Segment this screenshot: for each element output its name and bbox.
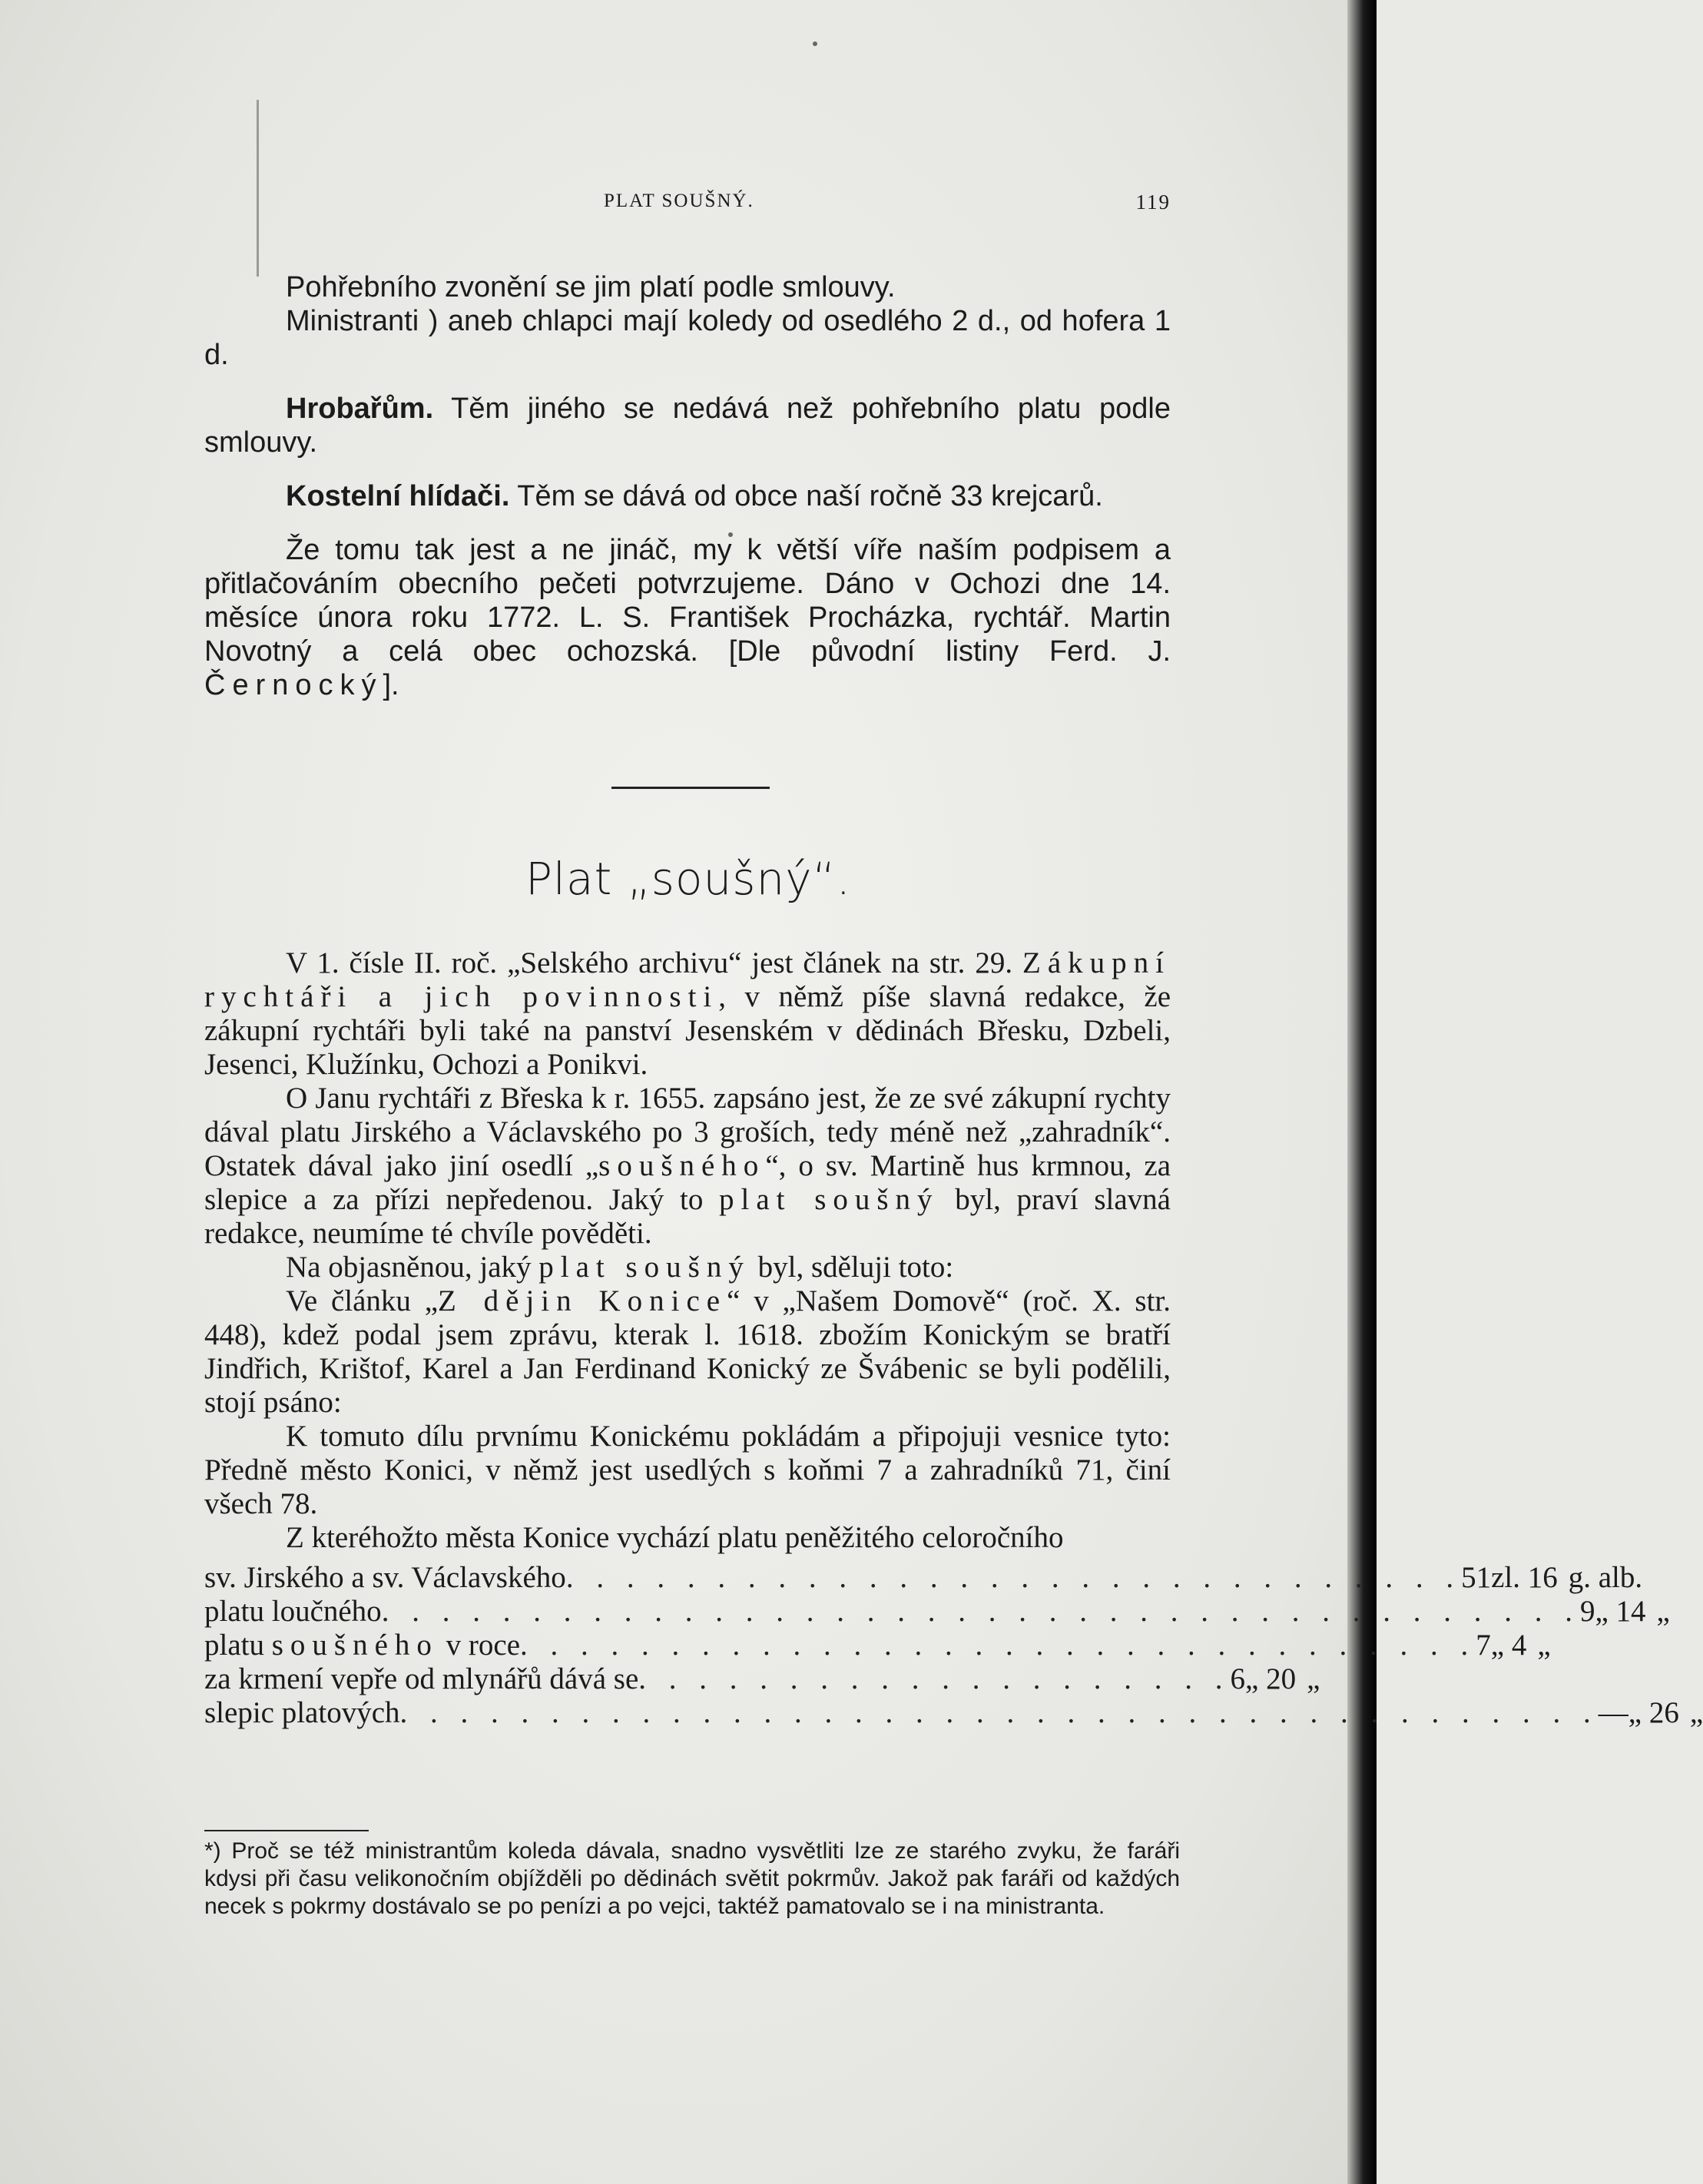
ledger-row: platu loučného . . . . . . . . . . . . . . . . . . . . . . . . . . . . . . . . . . . . . . . . 9 „ 14 „ [204, 1595, 1670, 1628]
page-edge-shadow [1347, 0, 1377, 2184]
footnote-rule [204, 1830, 369, 1831]
paragraph: Pohřebního zvonění se jim platí podle smlouvy. [286, 271, 896, 303]
leader-dots: . . . . . . . . . . . . . . . . . . . . . . . . . . . . . . . . . . . . . . . . [399, 1696, 1599, 1729]
paragraph: Hrobařům. Těm jiného se nedává než pohřebního platu podle smlouvy. [204, 393, 1171, 459]
body-text-top [204, 270, 1171, 702]
payment-ledger [204, 1561, 1703, 1730]
ledger-row: sv. Jirského a sv. Václavského . . . . . . . . . . . . . . . . . . . . . . . . . . . . . . 51 zl. 16 g. alb. [204, 1561, 1643, 1594]
section-divider [611, 787, 770, 789]
running-title: PLAT SOUŠNÝ. [604, 191, 754, 211]
paragraph: K tomuto dílu prvnímu Konickému pokládám a připojuji vesnice tyto: Předně město Konici, v němž jest usedlých s koňmi 7 a zahradníků 71, činí všech 78. [204, 1420, 1171, 1520]
paragraph: Že tomu tak jest a ne jináč, my k větší víře naším podpisem a přitlačováním obecního pečeti potvrzujeme. Dáno v Ochozi dne 14. měsíce února roku 1772. L. S. František Procházka, rychtář. Martin Novotný a celá obec ochozská. [Dle původní listiny Ferd. J. Černocký]. [204, 534, 1171, 701]
ledger-row: slepic platových . . . . . . . . . . . . . . . . . . . . . . . . . . . . . . . . . . . . . . . . — „ 26 „ [204, 1696, 1703, 1729]
leader-dots: . . . . . . . . . . . . . . . . . . . . . . . . . . . . . . . . [520, 1629, 1476, 1662]
paragraph: Z kteréhožto města Konice vychází platu peněžitého celoročního [286, 1521, 1064, 1554]
leader-dots: . . . . . . . . . . . . . . . . . . . . [638, 1662, 1231, 1695]
body-text-bottom [204, 946, 1703, 1730]
section-title: Plat „soušný“. [525, 853, 852, 905]
paragraph: Kostelní hlídači. Těm se dává od obce naší ročně 33 krejcarů. [286, 480, 1103, 512]
ledger-row: za krmení vepře od mlynářů dává se . . . . . . . . . . . . . . . . . . . . 6 „ 20 „ [204, 1662, 1320, 1695]
paragraph: Ministranti ) aneb chlapci mají koledy od osedlého 2 d., od hofera 1 d. [204, 305, 1171, 371]
footnote: *) Proč se též ministrantům koleda dávala, snadno vysvětliti lze ze starého zvyku, že faráři kdysi při času velikonočním objížděli po dědinách světit pokrmův. Jakož pak faráři od každých necek s pokrmy dostávalo se po penízi a po vejci, taktéž pamatovalo se i na ministranta. [204, 1838, 1180, 1919]
speck [813, 41, 817, 46]
paragraph: V 1. čísle II. roč. „Selského archivu“ jest článek na str. 29. Zákupní rychtáři a jich povinnosti, v němž píše slavná redakce, že zákupní rychtáři byli také na panství Jesenském v dědinách Břesku, Dzbeli, Jesenci, Klužínku, Ochozi a Ponikvi. [204, 946, 1171, 1081]
running-header [204, 186, 1171, 217]
ledger-row: platu soušného v roce . . . . . . . . . . . . . . . . . . . . . . . . . . . . . . . . 7 „ 4 „ [204, 1629, 1551, 1662]
page-number: 119 [1135, 191, 1171, 214]
leader-dots: . . . . . . . . . . . . . . . . . . . . . . . . . . . . . . [565, 1561, 1462, 1594]
paragraph: Ve článku „Z dějin Konice“ v „Našem Domově“ (roč. X. str. 448), kdež podal jsem zprávu, kterak l. 1618. zbožím Konickým se bratří Jindřich, Krištof, Karel a Jan Ferdinand Konický ze Švábenic se byli podělili, stojí psáno: [204, 1284, 1171, 1419]
leader-dots: . . . . . . . . . . . . . . . . . . . . . . . . . . . . . . . . . . . . . . . . [381, 1595, 1580, 1628]
paragraph: O Janu rychtáři z Břeska k r. 1655. zapsáno jest, že ze své zákupní rychty dával platu Jirského a Václavského po 3 groších, tedy méně než „zahradník“. Ostatek dával jako jiní osedlí „soušného“, o sv. Martině hus krmnou, za slepice a za přízi nepředenou. Jaký to plat soušný byl, praví slavná redakce, neumíme té chvíle pověděti. [204, 1082, 1171, 1250]
paragraph: Na objasněnou, jaký plat soušný byl, sděluji toto: [286, 1251, 954, 1284]
